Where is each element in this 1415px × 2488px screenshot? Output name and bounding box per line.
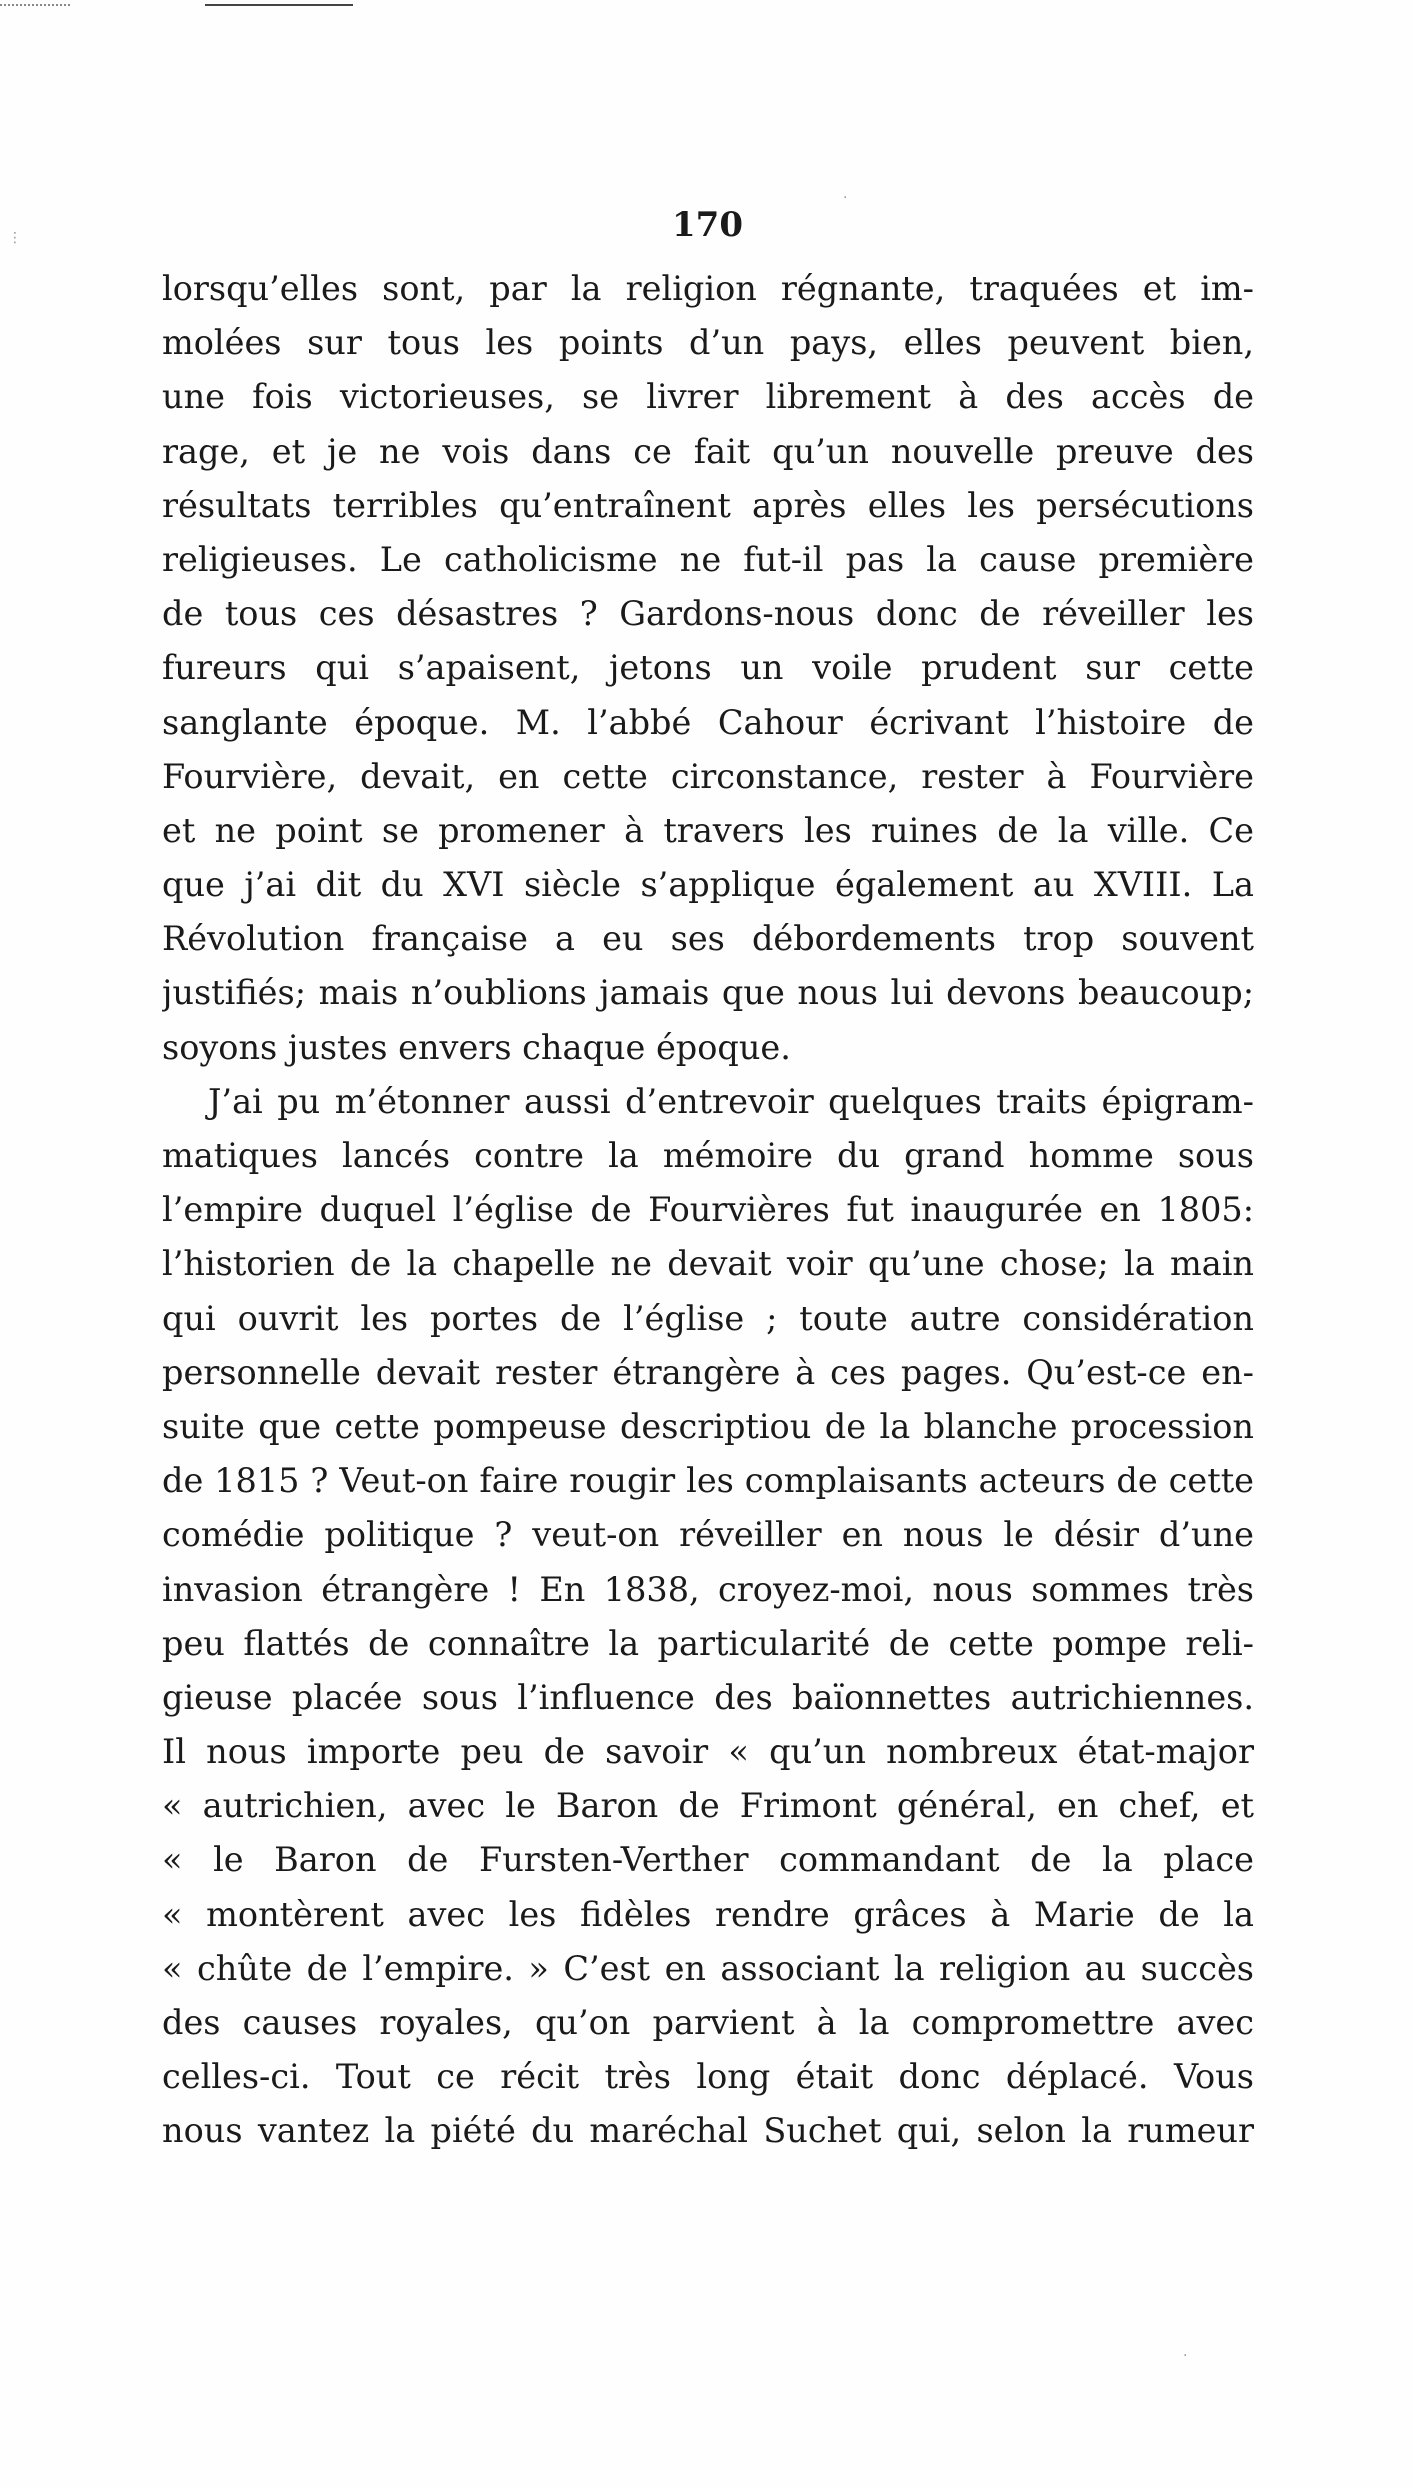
text-line: suite que cette pompeuse descriptiou de la blanche procession bbox=[162, 1406, 1254, 1446]
text-line: rage, et je ne vois dans ce fait qu’un nouvelle preuve des bbox=[162, 431, 1254, 471]
text-line: invasion étrangère ! En 1838, croyez-moi, nous sommes très bbox=[162, 1569, 1254, 1609]
text-line: justifiés; mais n’oublions jamais que nous lui devons beaucoup; bbox=[162, 973, 1254, 1013]
text-line: des causes royales, qu’on parvient à la compromettre avec bbox=[162, 2003, 1254, 2042]
text-line: « chûte de l’empire. » C’est en associant la religion au succès bbox=[162, 1948, 1254, 1988]
text-line: comédie politique ? veut-on réveiller en nous le désir d’une bbox=[162, 1515, 1254, 1555]
text-line: Fourvière, devait, en cette circonstance, rester à Fourvière bbox=[162, 756, 1254, 796]
paragraph-1 bbox=[162, 262, 1254, 1075]
text-line: religieuses. Le catholicisme ne fut-il pas la cause première bbox=[162, 539, 1254, 579]
text-line: sanglante époque. M. l’abbé Cahour écrivant l’histoire de bbox=[162, 702, 1254, 742]
paragraph-2 bbox=[162, 1075, 1254, 2159]
scan-margin-mark: ⋮ bbox=[8, 230, 22, 246]
scan-speck: · bbox=[1183, 2348, 1188, 2364]
text-line: « le Baron de Fursten-Verther commandant de la place bbox=[162, 1840, 1254, 1880]
text-line: l’historien de la chapelle ne devait voir qu’une chose; la main bbox=[162, 1244, 1254, 1284]
text-line: Révolution française a eu ses débordements trop souvent bbox=[162, 919, 1254, 959]
page-number: 170 bbox=[672, 205, 743, 245]
text-line: fureurs qui s’apaisent, jetons un voile prudent sur cette bbox=[162, 648, 1254, 688]
text-line: J’ai pu m’étonner aussi d’entrevoir quelques traits épigram- bbox=[208, 1081, 1254, 1121]
text-line: nous vantez la piété du maréchal Suchet qui, selon la rumeur bbox=[162, 2111, 1254, 2151]
body-text bbox=[162, 262, 1254, 2159]
text-line: de 1815 ? Veut-on faire rougir les complaisants acteurs de cette bbox=[162, 1461, 1254, 1501]
text-line: de tous ces désastres ? Gardons-nous donc de réveiller les bbox=[162, 594, 1254, 634]
text-line: qui ouvrit les portes de l’église ; toute autre considération bbox=[162, 1298, 1254, 1338]
text-line: peu flattés de connaître la particularité de cette pompe reli- bbox=[162, 1623, 1254, 1663]
scan-speck: · bbox=[843, 190, 848, 206]
text-line: molées sur tous les points d’un pays, elles peuvent bien, bbox=[162, 323, 1254, 363]
scan-top-rule bbox=[205, 4, 353, 6]
text-line: et ne point se promener à travers les ruines de la ville. Ce bbox=[162, 810, 1254, 850]
text-line: celles-ci. Tout ce récit très long était donc déplacé. Vous bbox=[162, 2057, 1254, 2097]
text-line: gieuse placée sous l’influence des baïonnettes autrichiennes. bbox=[162, 1677, 1254, 1717]
scan-edge-mark bbox=[0, 4, 70, 6]
text-line: résultats terribles qu’entraînent après elles les persécutions bbox=[162, 485, 1254, 525]
text-line: « autrichien, avec le Baron de Frimont général, en chef, et bbox=[162, 1786, 1254, 1826]
text-line: Il nous importe peu de savoir « qu’un nombreux état-major bbox=[162, 1732, 1254, 1772]
text-line: lorsqu’elles sont, par la religion régnante, traquées et im- bbox=[162, 269, 1254, 308]
text-line: personnelle devait rester étrangère à ces pages. Qu’est-ce en- bbox=[162, 1352, 1254, 1392]
text-line: soyons justes envers chaque époque. bbox=[162, 1027, 791, 1067]
text-line: l’empire duquel l’église de Fourvières fut inaugurée en 1805: bbox=[162, 1190, 1254, 1230]
text-line: matiques lancés contre la mémoire du grand homme sous bbox=[162, 1136, 1254, 1175]
text-line: que j’ai dit du XVI siècle s’applique également au XVIII. La bbox=[162, 865, 1254, 905]
text-line: une fois victorieuses, se livrer librement à des accès de bbox=[162, 377, 1254, 417]
text-line: « montèrent avec les fidèles rendre grâces à Marie de la bbox=[162, 1894, 1254, 1934]
